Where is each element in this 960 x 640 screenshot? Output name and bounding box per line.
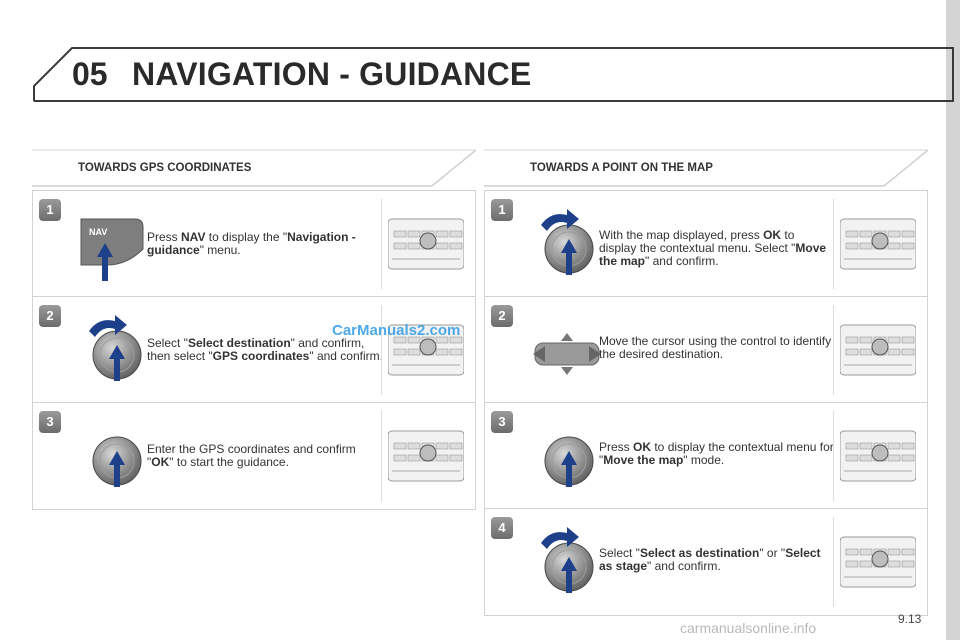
step-2: [33, 297, 475, 403]
step-1: [33, 191, 475, 297]
radio-unit-thumbnail: [833, 517, 921, 607]
radio-unit-thumbnail: [833, 199, 921, 289]
section-title: TOWARDS GPS COORDINATES: [78, 162, 252, 174]
radio-unit-thumbnail: [833, 305, 921, 395]
step-number-badge: 2: [39, 305, 61, 327]
nav-button-icon: [81, 219, 143, 265]
watermark: CarManuals2.com: [332, 322, 461, 339]
footer-watermark: carmanualsonline.info: [680, 620, 817, 636]
page-number: 9.13: [898, 612, 922, 626]
control-illustration: [529, 205, 609, 285]
step-1: [485, 191, 927, 297]
section-header: [484, 148, 928, 188]
column-point-on-map: [484, 148, 928, 573]
radio-unit-thumbnail: [833, 411, 921, 501]
step-number-badge: 1: [39, 199, 61, 221]
step-instruction: Enter the GPS coordinates and confirm "OK" to start the guidance.: [147, 442, 356, 469]
step-number-badge: 3: [39, 411, 61, 433]
step-list: [32, 190, 476, 510]
step-3: [485, 403, 927, 509]
step-number-badge: 1: [491, 199, 513, 221]
step-instruction: Select "Select destination" and confirm, then select "GPS coordinates" and confirm.: [147, 336, 383, 363]
svg-text:NAV: NAV: [89, 227, 108, 237]
step-3: [33, 403, 475, 509]
section-header: [32, 148, 476, 188]
step-instruction: Press NAV to display the "Navigation - guidance" menu.: [147, 230, 356, 257]
step-number-badge: 3: [491, 411, 513, 433]
section-title: TOWARDS A POINT ON THE MAP: [530, 162, 713, 174]
control-illustration: [77, 205, 157, 285]
step-number-badge: 4: [491, 517, 513, 539]
control-illustration: [529, 311, 609, 391]
control-illustration: [529, 523, 609, 603]
step-instruction: With the map displayed, press OK to display the contextual menu. Select "Move the map" and confirm.: [599, 228, 827, 268]
step-number-badge: 2: [491, 305, 513, 327]
control-illustration: [77, 311, 157, 391]
step-instruction: Move the cursor using the control to identify the desired destination.: [599, 334, 832, 361]
control-illustration: [529, 417, 609, 497]
step-instruction: Select "Select as destination" or "Select as stage" and confirm.: [599, 546, 821, 573]
chapter-number: 05: [72, 56, 108, 92]
control-illustration: [77, 417, 157, 497]
radio-unit-thumbnail: [381, 305, 469, 395]
radio-unit-thumbnail: [381, 411, 469, 501]
step-instruction: Press OK to display the contextual menu for "Move the map" mode.: [599, 440, 834, 467]
radio-unit-thumbnail: [381, 199, 469, 289]
step-2: [485, 297, 927, 403]
step-4: [485, 509, 927, 615]
step-list: [484, 190, 928, 616]
page-title: NAVIGATION - GUIDANCE: [132, 56, 532, 92]
page-header: [32, 46, 956, 102]
